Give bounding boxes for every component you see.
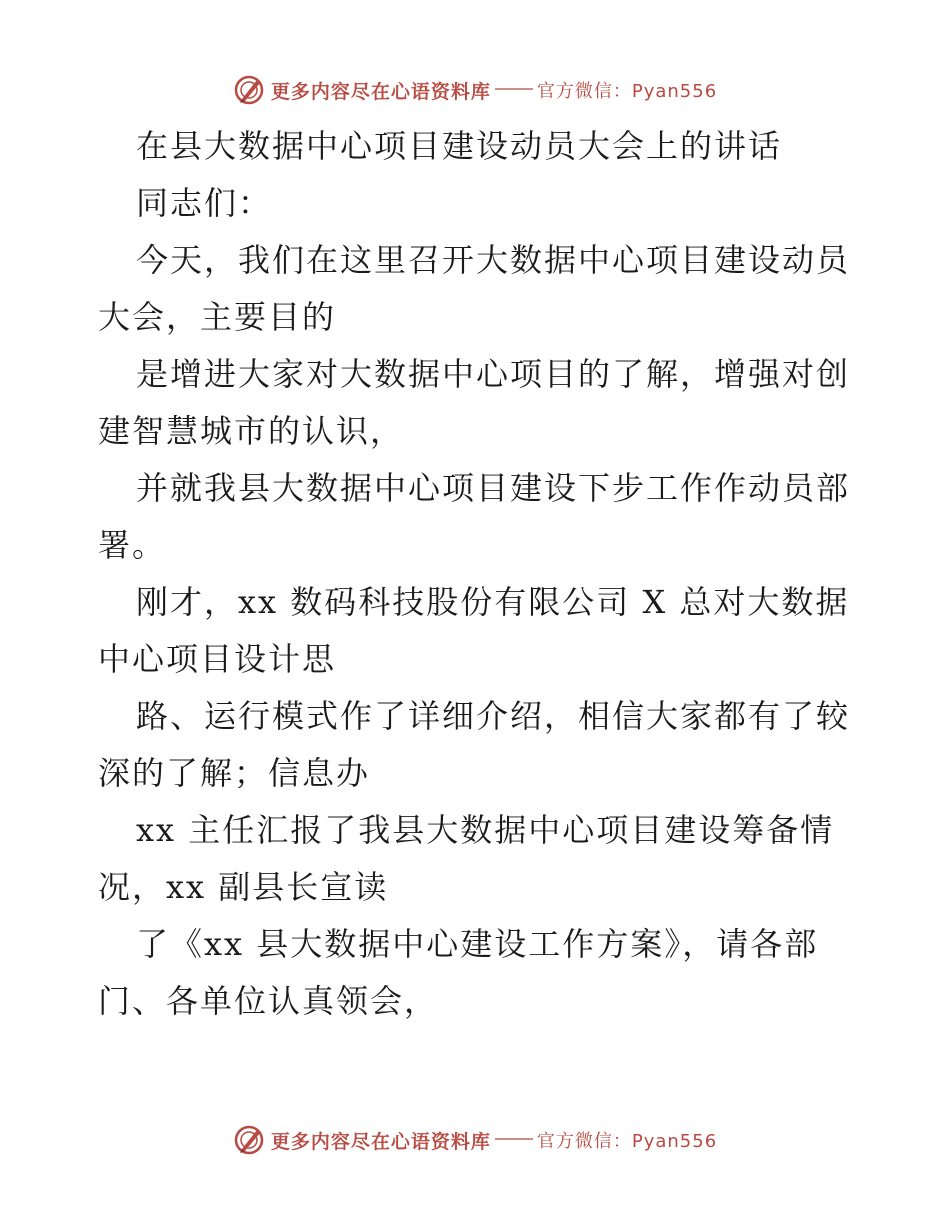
document-line: 是增进大家对大数据中心项目的了解，增强对创	[136, 355, 851, 393]
document-line: 并就我县大数据中心项目建设下步工作作动员部	[136, 469, 851, 507]
document-title: 在县大数据中心项目建设动员大会上的讲话	[136, 127, 783, 165]
document-line: 况，xx 副县长宣读	[98, 868, 389, 906]
banner-text: 更多内容尽在心语资料库	[270, 80, 491, 103]
document-body	[98, 118, 868, 1030]
header-watermark-banner	[0, 70, 950, 110]
document-line: 建智慧城市的认识，	[98, 412, 405, 450]
document-line: 同志们：	[136, 184, 273, 222]
document-line: 大会，主要目的	[98, 298, 337, 336]
banner-divider	[495, 1138, 533, 1140]
document-line: 了《xx 县大数据中心建设工作方案》，请各部	[136, 925, 819, 963]
document-line: 刚才，xx 数码科技股份有限公司 X 总对大数据	[136, 583, 850, 621]
quill-logo-icon	[233, 74, 265, 106]
document-line: 深的了解；信息办	[98, 754, 371, 792]
banner-contact: 官方微信：Pyan556	[536, 1131, 718, 1152]
document-line: 路、运行模式作了详细介绍，相信大家都有了较	[136, 697, 851, 735]
quill-logo-icon	[233, 1124, 265, 1156]
document-line: xx 主任汇报了我县大数据中心项目建设筹备情	[136, 811, 835, 849]
banner-contact: 官方微信：Pyan556	[536, 81, 718, 102]
banner-text: 更多内容尽在心语资料库	[270, 1130, 491, 1153]
document-line: 中心项目设计思	[98, 640, 337, 678]
document-line: 门、各单位认真领会，	[98, 982, 439, 1020]
banner-divider	[495, 88, 533, 90]
document-line: 署。	[98, 526, 167, 564]
document-line: 今天，我们在这里召开大数据中心项目建设动员	[136, 241, 851, 279]
footer-watermark-banner	[0, 1120, 950, 1160]
